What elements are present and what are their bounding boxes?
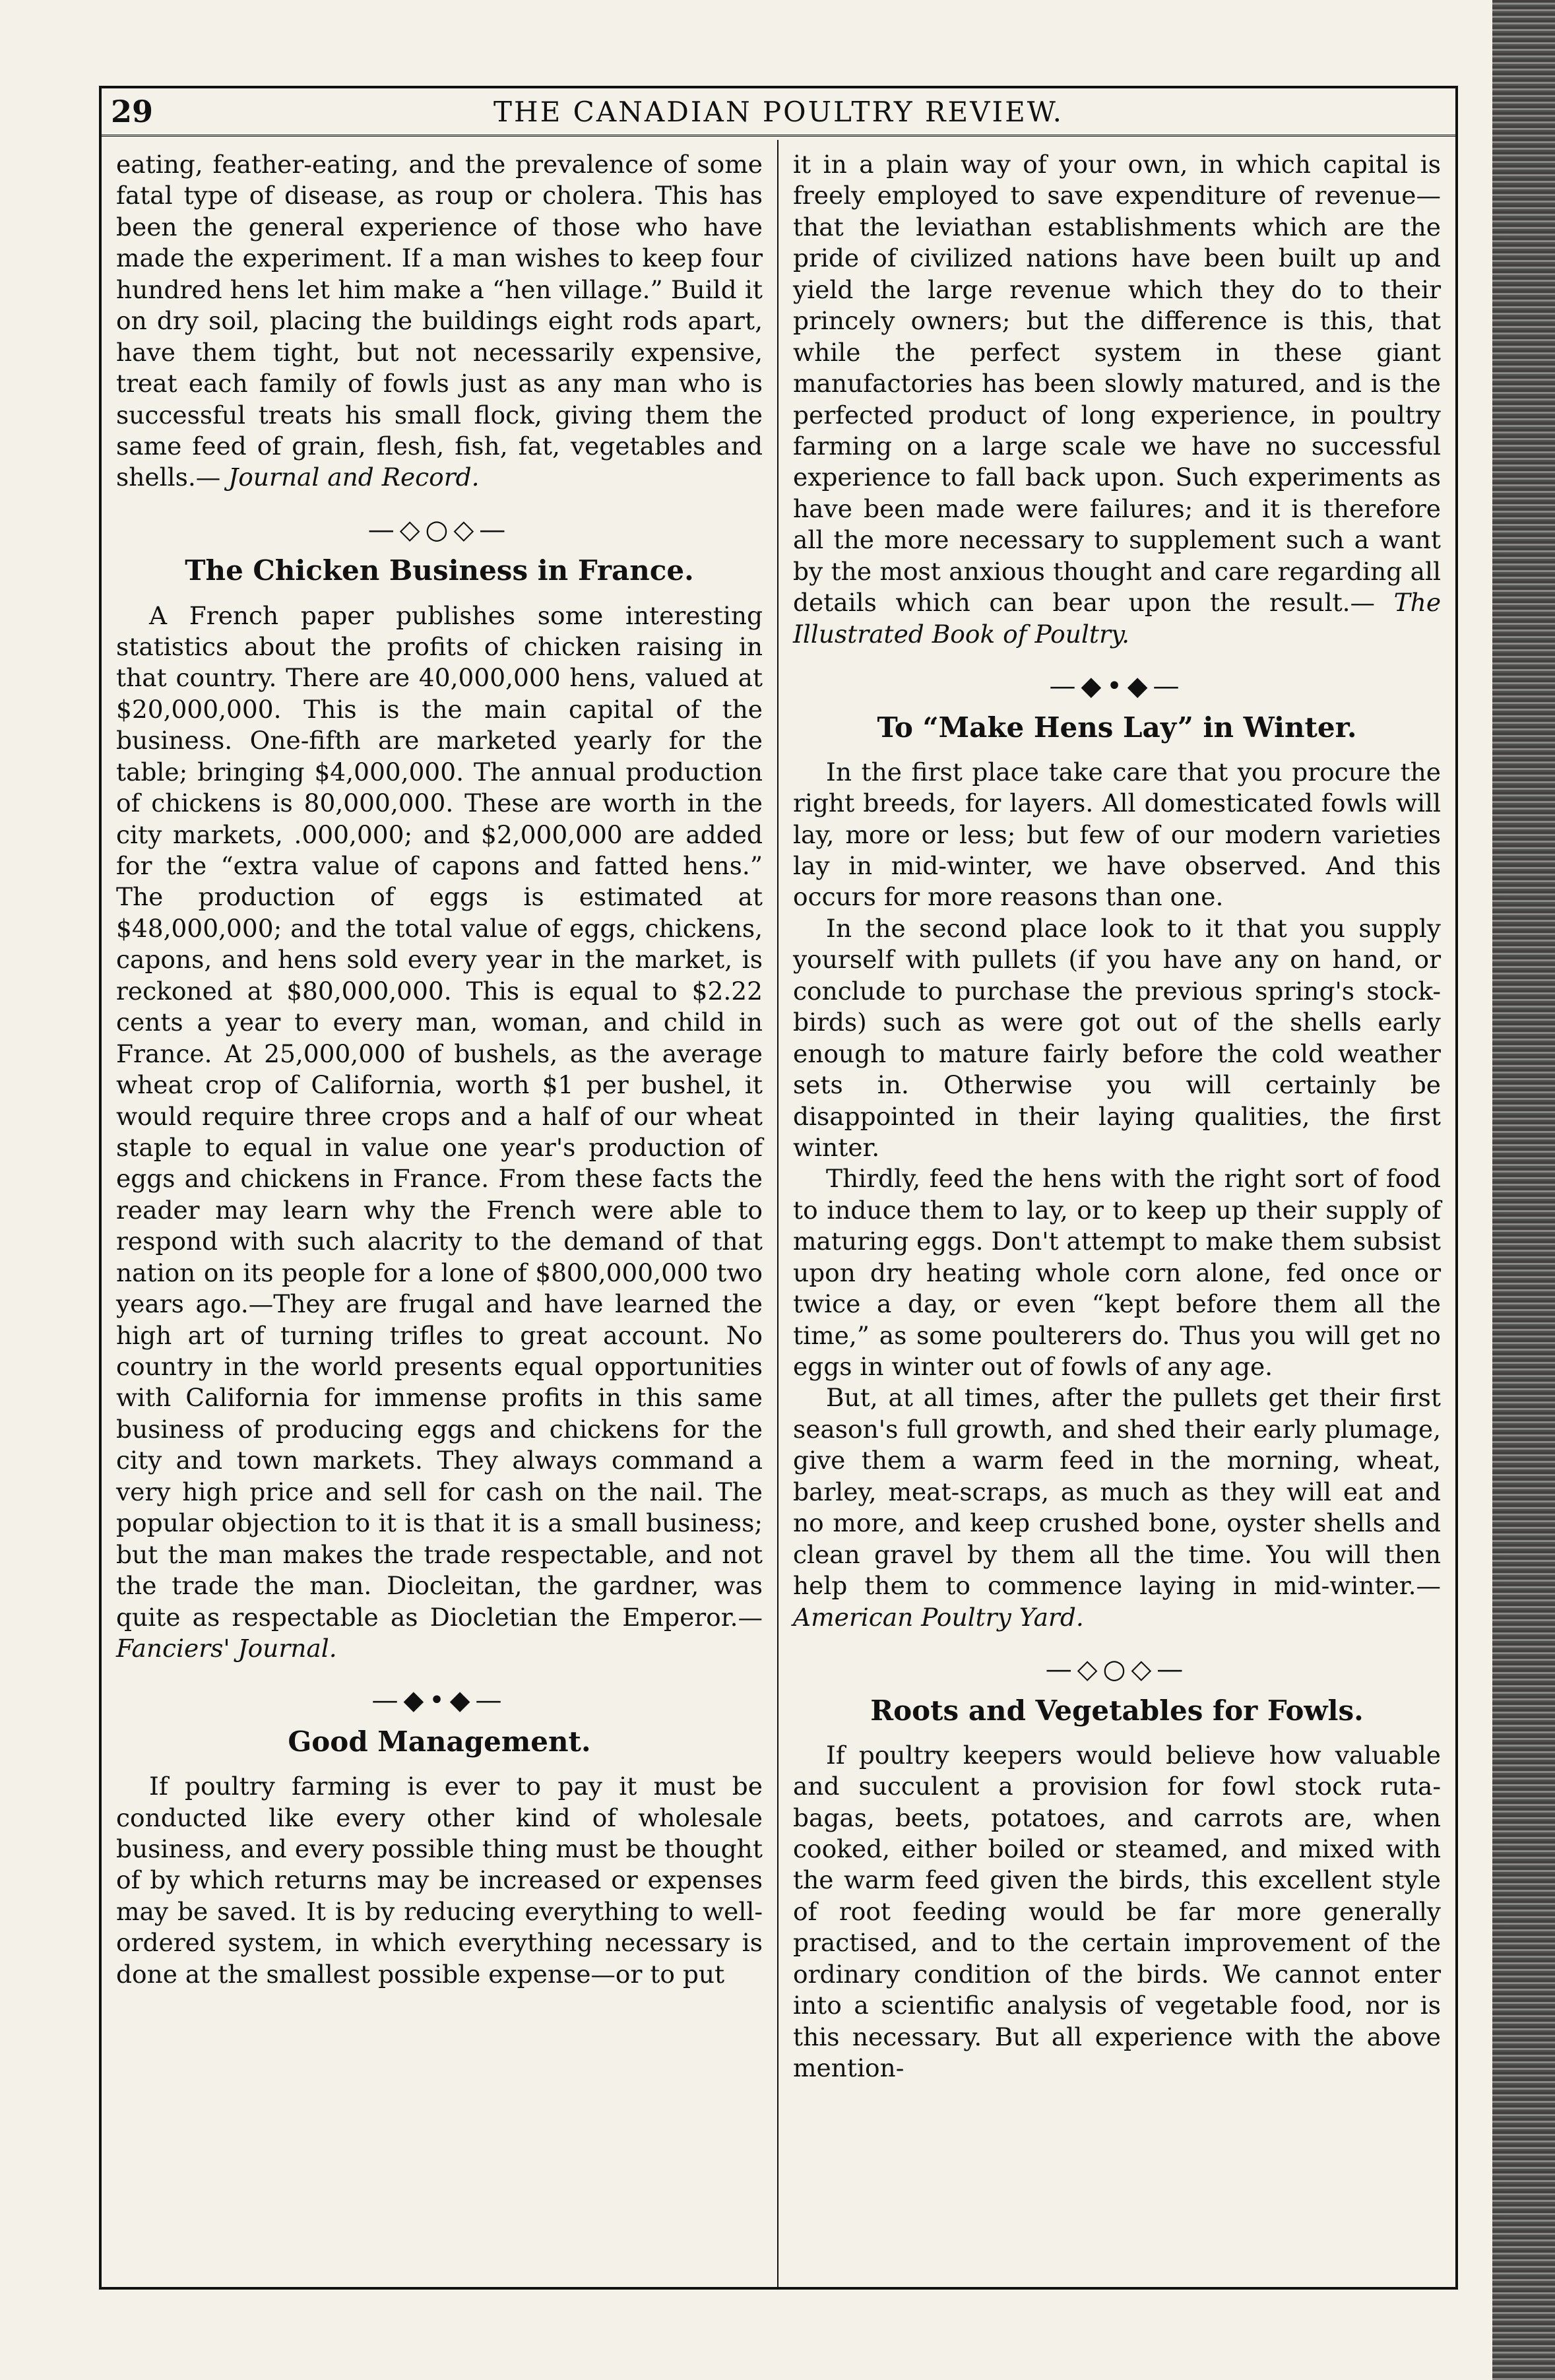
ornament-divider: —◇○◇— <box>367 514 511 545</box>
hens-paragraph-4 <box>793 1382 1441 1633</box>
running-head <box>102 88 1455 137</box>
continued-article-right-source: The Illustrated Book of Poultry. <box>793 588 1442 649</box>
hens-paragraph-1: In the first place take care that you procure the right breeds, for layers. All domesticated fowls will lay, more or less; but few of our modern varieties lay in mid-winter, we have observed. And this occurs for more reasons than one. <box>793 757 1441 912</box>
left-column <box>102 140 778 2287</box>
article-heading-hens: To “Make Hens Lay” in Winter. <box>877 711 1357 744</box>
continued-article-text: eating, feather-eating, and the prevalence of some fatal type of disease, as roup or cholera. This has been the general experience of those who have made the experiment. If a man wishes to keep four hundred hens let him make a “hen village.” Build it on dry soil, placing the buildings eight rods apart, have them tight, but not necessarily expensive, treat each family of fowls just as any man who is successful treats his small flock, giving them the same feed of grain, flesh, fish, fat, vegetables and shells.— <box>116 150 763 492</box>
right-column <box>778 140 1455 2287</box>
hens-paragraph-3: Thirdly, feed the hens with the right sort of food to induce them to lay, or to keep up their supply of maturing eggs. Don't attempt to make them subsist upon dry heating whole corn alone, fed once or twice a day, or even “kept before them all the time,” as some poulterers do. Thus you will get no eggs in winter out of fowls of any age. <box>793 1164 1441 1382</box>
hens-paragraph-2: In the second place look to it that you supply yourself with pullets (if you have any on hand, or conclude to purchase the previous spring's stock-birds) such as were got out of the shells early enough to mature fairly before the cold weather sets in. Otherwise you will certainly be disappointed in their laying qualities, the first winter. <box>793 913 1441 1162</box>
france-text: A French paper publishes some interesting statistics about the profits of chicken raising in that country. There are 40,000,000 hens, valued at $20,000,000. This is the main capital of the business. One-fifth are marketed yearly for the table; bringing $4,000,000. The annual production of chickens is 80,000,000. These are worth in the city markets, .000,000; and $2,000,000 are added for the “extra value of capons and fatted hens.” The production of eggs is estimated at $48,000,000; and the total value of eggs, chickens, capons, and hens sold every year in the market, is reckoned at $80,000,000. This is equal to $2.22 cents a year to every man, woman, and child in France. At 25,000,000 of bushels, as the average wheat crop of California, worth $1 per bushel, it would require three crops and a half of our wheat staple to equal in value one year's production of eggs and chickens in France. From these facts the reader may learn why the French were able to respond with such alacrity to the demand of that nation on its people for a lone of $800,000,000 two years ago.—They are frugal and have learned the high art of turning trifles to great account. No country in the world presents equal opportunities with California for immense profits in this same business of producing eggs and chickens for the city and town markets. They always command a very high price and sell for cash on the nail. The popular objection to it is that it is a small business; but the man makes the trade respectable, and not the trade the man. Diocleitan, the gardner, was quite as respectable as Diocletian the Emperor.— <box>116 600 763 1632</box>
journal-title: THE CANADIAN POULTRY REVIEW. <box>493 95 1063 128</box>
france-source: Fanciers' Journal. <box>116 1633 337 1663</box>
continued-article-right <box>793 149 1441 650</box>
continued-article-right-text: it in a plain way of your own, in which capital is freely employed to save expenditure of revenue—that the leviathan establishments which are the pride of civilized nations have been built up and yield the large revenue which they do to their princely owners; but the difference is this, that while the perfect system in these giant manufactories has been slowly matured, and is the perfected product of long experience, in poultry farming on a large scale we have no successful experience to fall back upon. Such experiments as have been made were failures; and it is therefore all the more necessary to supplement such a want by the most anxious thought and care regarding all details which can bear upon the result.— <box>793 150 1441 618</box>
continued-article-source: Journal and Record. <box>228 463 480 492</box>
article-heading-management: Good Management. <box>288 1725 591 1758</box>
scan-binding-edge <box>1492 0 1555 2380</box>
page-number: 29 <box>111 94 154 129</box>
ornament-divider: —◇○◇— <box>1045 1654 1189 1685</box>
article-columns <box>102 140 1455 2287</box>
ornament-divider: —◆•◆— <box>1049 671 1185 701</box>
article-heading-roots: Roots and Vegetables for Fowls. <box>870 1694 1364 1727</box>
article-body-roots: If poultry keepers would believe how valuable and succulent a provision for fowl stock ruta-bagas, beets, potatoes, and carrots are, when cooked, either boiled or steamed, and mixed with the warm feed given the birds, this excellent style of root feeding would be far more generally practised, and to the certain improvement of the ordinary condition of the birds. We cannot enter into a scientific analysis of vegetable food, nor is this necessary. But all experience with the above mention- <box>793 1740 1441 2083</box>
article-heading-france: The Chicken Business in France. <box>185 554 694 587</box>
hens-paragraph-4-text: But, at all times, after the pullets get their first season's full growth, and shed their early plumage, give them a warm feed in the morning, wheat, barley, meat-scraps, as much as they will eat and no more, and keep crushed bone, oyster shells and clean gravel by them all the time. You will then help them to commence laying in mid-winter.— <box>793 1383 1441 1601</box>
article-body-france <box>116 600 763 1665</box>
newspaper-page <box>99 86 1458 2290</box>
article-body-management: If poultry farming is ever to pay it must be conducted like every other kind of wholesale business, and every possible thing must be thought of by which returns may be increased or expenses may be saved. It is by reducing everything to well-ordered system, in which everything necessary is done at the smallest possible expense—or to put <box>116 1772 763 1989</box>
hens-source: American Poultry Yard. <box>793 1602 1084 1632</box>
continued-article <box>116 149 763 494</box>
ornament-divider: —◆•◆— <box>371 1685 507 1716</box>
